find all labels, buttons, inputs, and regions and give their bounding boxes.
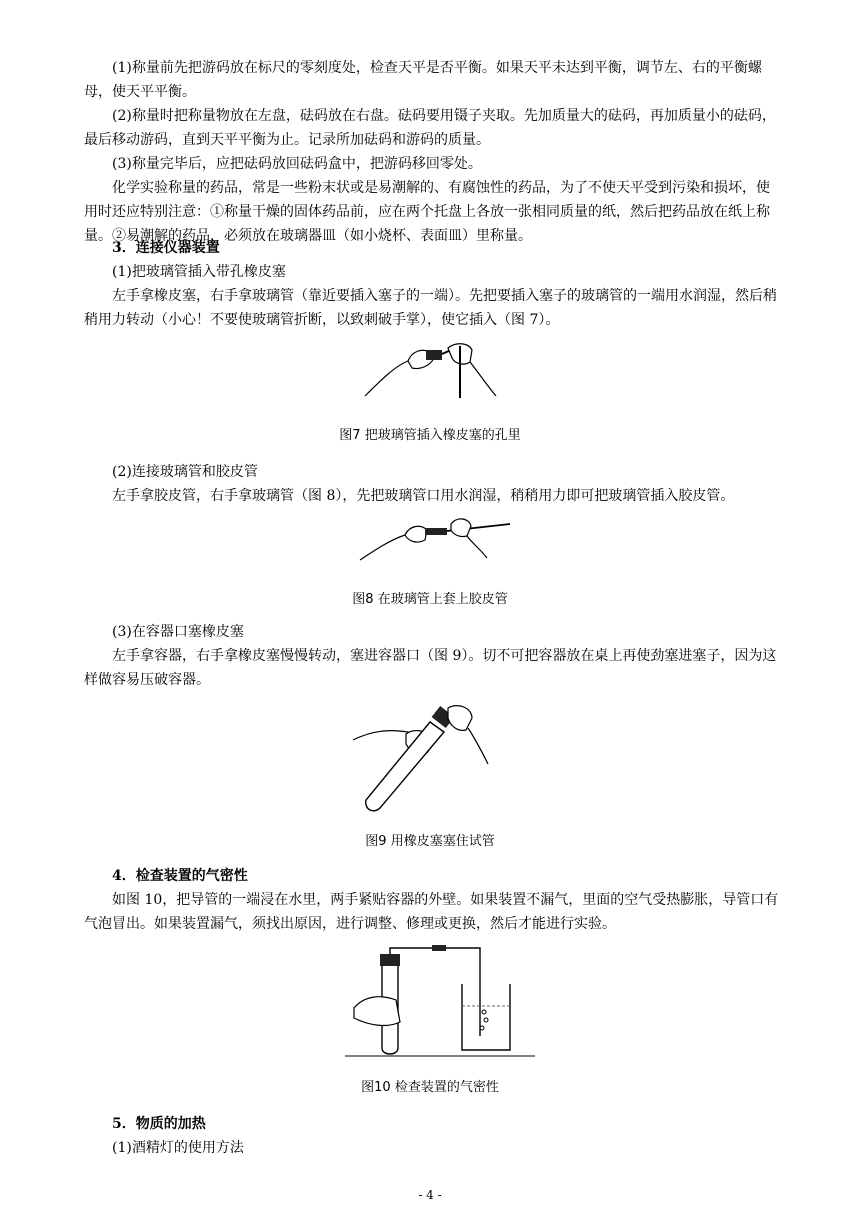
paragraph-8: 如图 10，把导管的一端浸在水里，两手紧贴容器的外壁。如果装置不漏气，里面的空气受热膨胀，导管口有气泡冒出。如果装置漏气，须找出原因，进行调整、修理或更换，然后才能进行实验。 [84, 892, 779, 932]
paragraph-7: 左手拿容器，右手拿橡皮塞慢慢转动，塞进容器口（图 9）。切不可把容器放在桌上再使劲塞进塞子，因为这样做容易压破容器。 [84, 648, 777, 688]
section-heading-5: 5．物质的加热 [112, 1116, 206, 1132]
paragraph-1: (1)称量前先把游码放在标尺的零刻度处，检查天平是否平衡。如果天平未达到平衡，调节左、右的平衡螺母，使天平平衡。 [84, 60, 762, 100]
figure-7-illustration [360, 336, 500, 406]
figure-9-caption: 图9 用橡皮塞塞住试管 [365, 834, 495, 849]
section-heading-4: 4．检查装置的气密性 [112, 868, 248, 884]
page-number: - 4 - [418, 1188, 442, 1202]
paragraph-6: 左手拿胶皮管，右手拿玻璃管（图 8），先把玻璃管口用水润湿，稍稍用力即可把玻璃管插入胶皮管。 [112, 488, 735, 504]
subsection-3: (3)在容器口塞橡皮塞 [112, 624, 244, 640]
figure-7-caption: 图7 把玻璃管插入橡皮塞的孔里 [339, 428, 521, 443]
paragraph-2: (2)称量时把称量物放在左盘，砝码放在右盘。砝码要用镊子夹取。先加质量大的砝码，再加质量小的砝码，最后移动游码，直到天平平衡为止。记录所加砝码和游码的质量。 [84, 108, 776, 148]
figure-10-illustration [340, 944, 540, 1064]
subsection-1: (1)把玻璃管插入带孔橡皮塞 [112, 264, 286, 280]
subsection-4: (1)酒精灯的使用方法 [112, 1140, 244, 1156]
figure-8-caption: 图8 在玻璃管上套上胶皮管 [352, 592, 508, 607]
figure-9-illustration [348, 700, 508, 818]
paragraph-5: 左手拿橡皮塞，右手拿玻璃管（靠近要插入塞子的一端）。先把要插入塞子的玻璃管的一端用水润湿，然后稍稍用力转动（小心！不要使玻璃管折断，以致刺破手掌），使它插入（图 7）。 [84, 288, 777, 328]
section-heading-3: 3．连接仪器装置 [112, 240, 220, 256]
paragraph-3: (3)称量完毕后，应把砝码放回砝码盒中，把游码移回零处。 [112, 156, 482, 172]
subsection-2: (2)连接玻璃管和胶皮管 [112, 464, 258, 480]
figure-8-illustration [355, 510, 515, 565]
figure-10-caption: 图10 检查装置的气密性 [361, 1080, 499, 1095]
paragraph-4: 化学实验称量的药品，常是一些粉末状或是易潮解的、有腐蚀性的药品，为了不使天平受到污染和损坏，使用时还应特别注意：①称量干燥的固体药品前，应在两个托盘上各放一张相同质量的纸，然后把药品放在纸上称量。②易潮解的药品，必须放在玻璃器皿（如小烧杯、表面皿）里称量。 [84, 180, 770, 244]
